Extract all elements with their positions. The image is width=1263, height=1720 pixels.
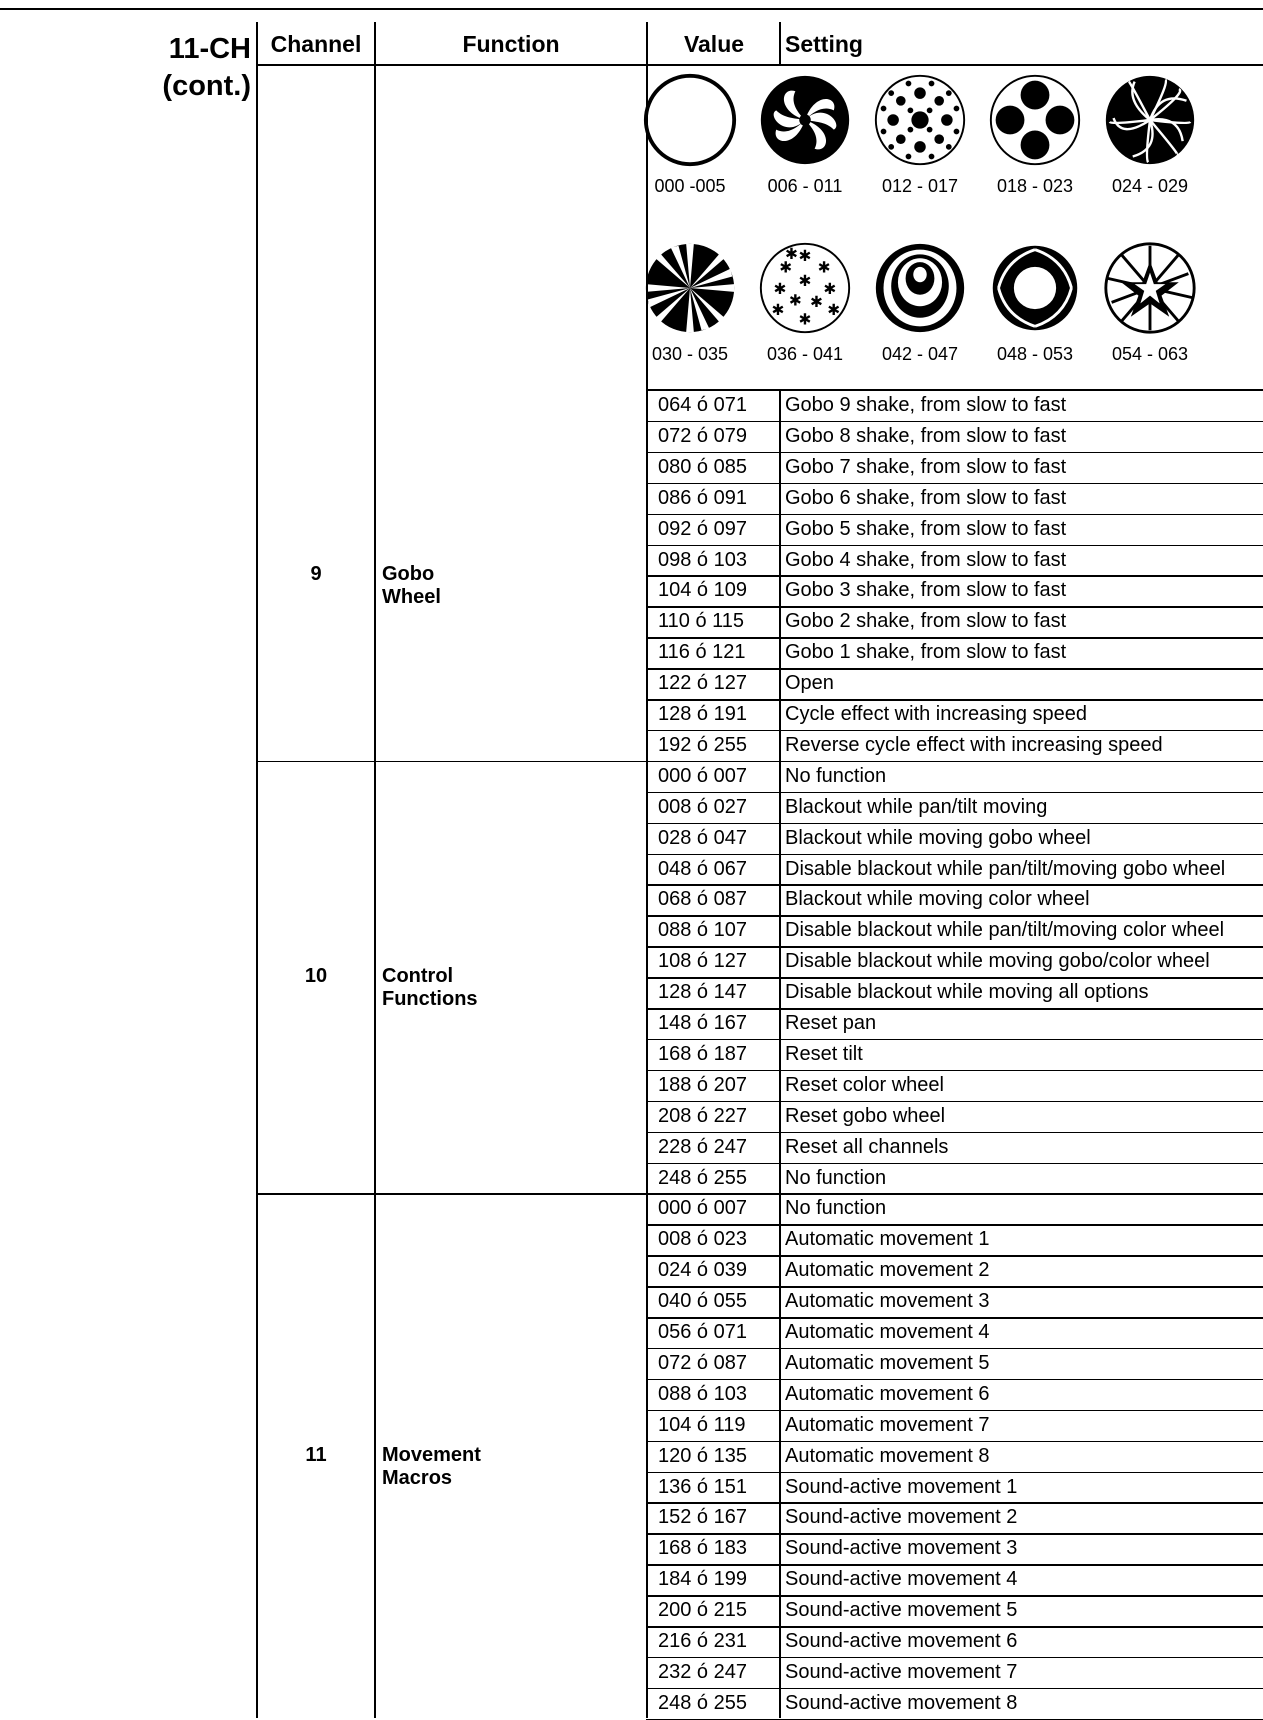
setting-text: Gobo 2 shake, from slow to fast bbox=[785, 610, 1067, 633]
value-range: 080 ó 085 bbox=[658, 455, 747, 478]
grid-line bbox=[646, 884, 1263, 886]
value-range: 232 ó 247 bbox=[658, 1660, 747, 1683]
grid-line bbox=[646, 1564, 1263, 1566]
value-range: 208 ó 227 bbox=[658, 1104, 747, 1127]
grid-line bbox=[646, 854, 1263, 856]
grid-line bbox=[646, 977, 1263, 979]
setting-text: Sound-active movement 8 bbox=[785, 1691, 1018, 1714]
grid-line bbox=[646, 1657, 1263, 1659]
grid-line bbox=[646, 575, 1263, 577]
grid-line bbox=[646, 1070, 1263, 1072]
function-name: Control Functions bbox=[382, 965, 478, 1011]
value-range: 008 ó 027 bbox=[658, 795, 747, 818]
function-name: Gobo Wheel bbox=[382, 563, 441, 609]
spiral-icon bbox=[987, 240, 1083, 336]
setting-text: Reset gobo wheel bbox=[785, 1104, 946, 1127]
grid-line bbox=[646, 915, 1263, 917]
gobo-range-label: 006 - 011 bbox=[767, 176, 843, 196]
grid-line bbox=[646, 545, 1263, 547]
grid-line bbox=[646, 730, 1263, 732]
setting-text: Sound-active movement 1 bbox=[785, 1475, 1018, 1498]
channel-number: 11 bbox=[305, 1444, 327, 1467]
sunburst-icon bbox=[642, 240, 738, 336]
grid-line bbox=[646, 1008, 1263, 1010]
grid-line bbox=[646, 1472, 1263, 1474]
value-range: 000 ó 007 bbox=[658, 764, 747, 787]
setting-text: Reset all channels bbox=[785, 1135, 949, 1158]
value-range: 040 ó 055 bbox=[658, 1290, 747, 1313]
value-range: 200 ó 215 bbox=[658, 1599, 747, 1622]
gobo-range-label: 042 - 047 bbox=[881, 344, 959, 364]
grid-line bbox=[646, 1101, 1263, 1103]
open-circle-icon bbox=[642, 72, 738, 168]
grid-line bbox=[646, 514, 1263, 516]
value-range: 136 ó 151 bbox=[658, 1475, 747, 1498]
setting-text: Reset color wheel bbox=[785, 1073, 944, 1096]
setting-text: Disable blackout while pan/tilt/moving gobo wheel bbox=[785, 857, 1226, 880]
setting-text: Gobo 5 shake, from slow to fast bbox=[785, 517, 1067, 540]
value-range: 028 ó 047 bbox=[658, 826, 747, 849]
value-range: 110 ó 115 bbox=[658, 610, 745, 633]
grid-line bbox=[646, 1224, 1263, 1226]
header-value: Value bbox=[683, 31, 745, 57]
grid-line bbox=[256, 22, 258, 1718]
value-range: 068 ó 087 bbox=[658, 888, 747, 911]
value-range: 072 ó 087 bbox=[658, 1351, 747, 1374]
value-range: 192 ó 255 bbox=[658, 733, 747, 756]
value-range: 098 ó 103 bbox=[658, 548, 747, 571]
setting-text: Blackout while moving gobo wheel bbox=[785, 826, 1091, 849]
gobo-range-label: 030 - 035 bbox=[651, 344, 729, 364]
value-range: 188 ó 207 bbox=[658, 1073, 747, 1096]
value-range: 120 ó 135 bbox=[658, 1444, 747, 1467]
setting-text: Sound-active movement 3 bbox=[785, 1537, 1018, 1560]
grid-line bbox=[646, 421, 1263, 423]
gobo-range-label: 018 - 023 bbox=[996, 176, 1074, 196]
gobo-range-label: 000 -005 bbox=[654, 176, 726, 196]
setting-text: Sound-active movement 6 bbox=[785, 1630, 1018, 1652]
value-range: 104 ó 119 bbox=[658, 1413, 746, 1436]
grid-line bbox=[646, 761, 1263, 763]
setting-text: Gobo 9 shake, from slow to fast bbox=[785, 394, 1067, 416]
grid-line bbox=[646, 1410, 1263, 1412]
function-name: Movement Macros bbox=[382, 1444, 481, 1490]
setting-text: Automatic movement 1 bbox=[785, 1228, 990, 1251]
grid-line bbox=[646, 1595, 1263, 1597]
grid-line bbox=[646, 1163, 1263, 1165]
grid-line bbox=[374, 22, 376, 1718]
value-range: 168 ó 187 bbox=[658, 1042, 747, 1065]
setting-text: Disable blackout while moving gobo/color wheel bbox=[785, 950, 1210, 973]
star-lines-icon bbox=[1102, 240, 1198, 336]
grid-line bbox=[646, 1502, 1263, 1504]
top-rule bbox=[0, 8, 1263, 10]
section-title-line-2: (cont.) bbox=[162, 70, 251, 102]
value-range: 108 ó 127 bbox=[658, 950, 747, 973]
value-range: 152 ó 167 bbox=[658, 1506, 747, 1529]
gobo-range-label: 024 - 029 bbox=[1111, 176, 1189, 196]
setting-text: Reverse cycle effect with increasing speed bbox=[785, 733, 1163, 756]
value-range: 088 ó 107 bbox=[658, 919, 747, 942]
header-function: Function bbox=[462, 31, 560, 57]
setting-text: Sound-active movement 2 bbox=[785, 1506, 1018, 1529]
four-dots-icon bbox=[987, 72, 1083, 168]
stars-icon bbox=[757, 240, 853, 336]
setting-text: Sound-active movement 5 bbox=[785, 1599, 1018, 1622]
channel-number: 9 bbox=[310, 563, 322, 586]
value-range: 184 ó 199 bbox=[658, 1568, 747, 1591]
value-range: 056 ó 071 bbox=[658, 1321, 747, 1343]
value-range: 088 ó 103 bbox=[658, 1382, 747, 1405]
value-range: 128 ó 191 bbox=[658, 703, 747, 725]
setting-text: No function bbox=[785, 1166, 887, 1189]
grid-line bbox=[646, 1379, 1263, 1381]
setting-text: Gobo 8 shake, from slow to fast bbox=[785, 424, 1067, 447]
value-range: 116 ó 121 bbox=[658, 641, 746, 664]
gobo-range-label: 048 - 053 bbox=[996, 344, 1074, 364]
setting-text: Automatic movement 8 bbox=[785, 1444, 990, 1467]
setting-text: Gobo 6 shake, from slow to fast bbox=[785, 486, 1067, 509]
section-title-line-1: 11-CH bbox=[168, 33, 251, 65]
setting-text: Automatic movement 7 bbox=[785, 1413, 990, 1436]
setting-text: Open bbox=[785, 672, 834, 695]
grid-line bbox=[646, 1132, 1263, 1134]
value-range: 148 ó 167 bbox=[658, 1012, 747, 1034]
grid-line bbox=[646, 1688, 1263, 1690]
value-range: 122 ó 127 bbox=[658, 672, 747, 695]
grid-line bbox=[646, 668, 1263, 670]
value-range: 228 ó 247 bbox=[658, 1135, 747, 1158]
swirl-blades-icon bbox=[757, 72, 853, 168]
setting-text: Automatic movement 6 bbox=[785, 1382, 990, 1405]
grid-line bbox=[646, 22, 648, 1718]
grid-line bbox=[646, 699, 1263, 701]
setting-text: Reset pan bbox=[785, 1012, 877, 1034]
setting-text: Gobo 3 shake, from slow to fast bbox=[785, 579, 1067, 602]
grid-line bbox=[646, 946, 1263, 948]
value-range: 104 ó 109 bbox=[658, 579, 747, 602]
gobo-range-label: 012 - 017 bbox=[881, 176, 959, 196]
grid-line bbox=[646, 823, 1263, 825]
grid-line bbox=[646, 1317, 1263, 1319]
setting-text: Gobo 7 shake, from slow to fast bbox=[785, 455, 1067, 478]
value-range: 248 ó 255 bbox=[658, 1166, 747, 1189]
setting-text: Gobo 1 shake, from slow to fast bbox=[785, 641, 1067, 664]
section-title bbox=[162, 31, 251, 105]
header-channel: Channel bbox=[270, 31, 362, 57]
grid-line bbox=[779, 22, 781, 64]
grid-line bbox=[646, 1193, 1263, 1195]
grid-line bbox=[256, 761, 646, 763]
setting-text: Automatic movement 2 bbox=[785, 1259, 990, 1282]
setting-text: Disable blackout while moving all options bbox=[785, 981, 1149, 1004]
grid-line bbox=[646, 452, 1263, 454]
setting-text: Blackout while moving color wheel bbox=[785, 888, 1090, 911]
value-range: 072 ó 079 bbox=[658, 424, 747, 447]
value-range: 048 ó 067 bbox=[658, 857, 747, 880]
grid-line bbox=[646, 1533, 1263, 1535]
setting-text: Reset tilt bbox=[785, 1042, 863, 1065]
setting-text: Cycle effect with increasing speed bbox=[785, 703, 1088, 725]
grid-line bbox=[646, 1039, 1263, 1041]
channel-number: 10 bbox=[304, 965, 328, 988]
value-range: 008 ó 023 bbox=[658, 1228, 747, 1251]
grid-line bbox=[646, 792, 1263, 794]
grid-line bbox=[646, 1286, 1263, 1288]
gobo-range-label: 036 - 041 bbox=[766, 344, 844, 364]
value-range: 024 ó 039 bbox=[658, 1259, 747, 1282]
setting-text: No function bbox=[785, 1197, 887, 1220]
value-range: 092 ó 097 bbox=[658, 517, 747, 540]
value-range: 000 ó 007 bbox=[658, 1197, 747, 1220]
setting-text: Blackout while pan/tilt moving bbox=[785, 795, 1048, 818]
dot-cluster-icon bbox=[872, 72, 968, 168]
grid-line bbox=[256, 64, 1263, 66]
grid-line bbox=[646, 1626, 1263, 1628]
grid-line bbox=[779, 390, 781, 1718]
setting-text: Disable blackout while pan/tilt/moving color wheel bbox=[785, 919, 1225, 942]
setting-text: Automatic movement 5 bbox=[785, 1351, 990, 1374]
value-range: 128 ó 147 bbox=[658, 981, 747, 1004]
grid-line bbox=[646, 637, 1263, 639]
grid-line bbox=[646, 1441, 1263, 1443]
value-range: 086 ó 091 bbox=[658, 486, 747, 509]
grid-line bbox=[646, 1348, 1263, 1350]
setting-text: Sound-active movement 7 bbox=[785, 1660, 1018, 1683]
value-range: 216 ó 231 bbox=[658, 1630, 747, 1652]
grid-line bbox=[646, 483, 1263, 485]
setting-text: Gobo 4 shake, from slow to fast bbox=[785, 548, 1067, 571]
radial-lines-icon bbox=[1102, 72, 1198, 168]
setting-text: No function bbox=[785, 764, 887, 787]
setting-text: Automatic movement 4 bbox=[785, 1321, 990, 1343]
setting-text: Automatic movement 3 bbox=[785, 1290, 990, 1313]
grid-line bbox=[646, 389, 1263, 391]
value-range: 064 ó 071 bbox=[658, 394, 747, 416]
setting-text: Sound-active movement 4 bbox=[785, 1568, 1018, 1591]
concentric-rings-icon bbox=[872, 240, 968, 336]
gobo-range-label: 054 - 063 bbox=[1111, 344, 1189, 364]
grid-line bbox=[646, 606, 1263, 608]
value-range: 248 ó 255 bbox=[658, 1691, 747, 1714]
value-range: 168 ó 183 bbox=[658, 1537, 747, 1560]
header-setting: Setting bbox=[785, 31, 863, 57]
grid-line bbox=[256, 1193, 646, 1195]
grid-line bbox=[646, 1255, 1263, 1257]
